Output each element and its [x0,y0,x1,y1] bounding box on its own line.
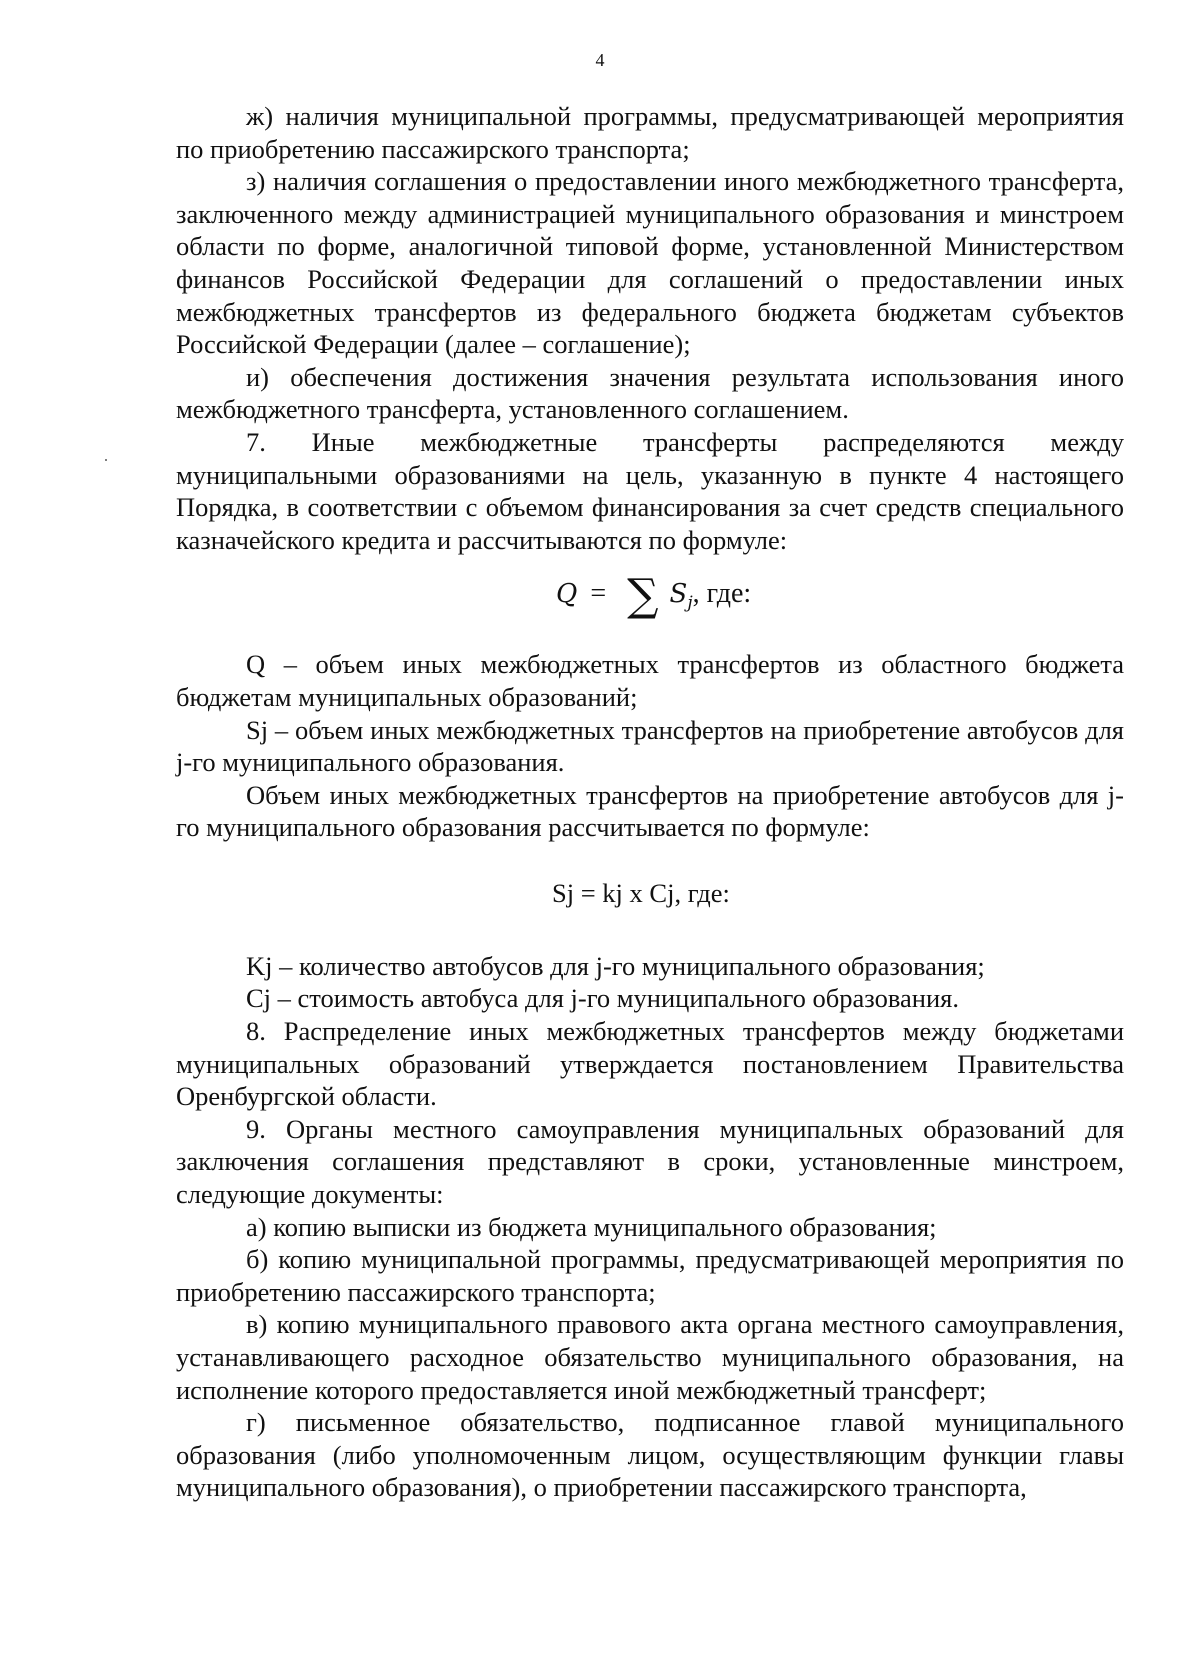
formula-sj-text: Sj = kj x Cj, где: [552,877,730,908]
paragraph-zh: ж) наличия муниципальной программы, предусматривающей мероприятия по приобретению пассажирского транспорта; [176,101,1124,164]
paragraph-8: 8. Распределение иных межбюджетных трансфертов между бюджетами муниципальных образований утверждается постановлением Правительства Оренбургской области. [176,1016,1124,1112]
document-body [176,100,1124,1504]
formula-lhs: Q [556,579,578,610]
paragraph-9v: в) копию муниципального правового акта органа местного самоуправления, устанавливающего расходное обязательство муниципального образования, на исполнение которого предоставляется иной межбюджетный трансферт; [176,1309,1124,1405]
paragraph-9b: б) копию муниципальной программы, предусматривающей мероприятия по приобретению пассажирского транспорта; [176,1244,1124,1307]
paragraph-kj-definition: Kj – количество автобусов для j-го муниципального образования; [246,950,985,981]
paragraph-sj-calculation: Объем иных межбюджетных трансфертов на приобретение автобусов для j-го муниципального образования рассчитывается по формуле: [176,779,1124,843]
formula-subscript: j [687,593,693,614]
formula-term: S [669,579,688,610]
paragraph-9g: г) письменное обязательство, подписанное главой муниципального образования (либо уполномоченным лицом, осуществляющим функции главы муниципального образования), о приобретении пассажирского транспорта, [176,1407,1124,1503]
sum-symbol: ∑ [627,570,659,622]
paragraph-cj-definition: Cj – стоимость автобуса для j-го муниципального образования. [246,983,959,1014]
paragraph-sj-definition: Sj – объем иных межбюджетных трансфертов на приобретение автобусов для j-го муниципального образования. [176,714,1124,778]
paragraph-z: з) наличия соглашения о предоставлении иного межбюджетного трансферта, заключенного между администрацией муниципального образования и минстроем области по форме, аналогичной типовой форме, установленной Министерством финансов Российской Федерации для соглашений о предоставлении иных межбюджетных трансфертов из федерального бюджета бюджетам субъектов Российской Федерации (далее – соглашение); [176,166,1124,360]
formula-equals: = [590,578,607,610]
paragraph-i: и) обеспечения достижения значения результата использования иного межбюджетного трансферта, установленного соглашением. [176,361,1124,425]
paragraph-9a: а) копию выписки из бюджета муниципального образования; [246,1211,937,1242]
paragraph-q-definition: Q – объем иных межбюджетных трансфертов из областного бюджета бюджетам муниципальных образований; [176,649,1124,712]
page-number: 4 [595,50,605,70]
formula-suffix: , где: [692,578,752,610]
formula-total [176,556,1124,648]
paragraph-7: 7. Иные межбюджетные трансферты распределяются между муниципальными образованиями на цель, указанную в пункте 4 настоящего Порядка, в соответствии с объемом финансирования за счет средств специального казначейского кредита и рассчитываются по формуле: [176,426,1124,555]
paragraph-9: 9. Органы местного самоуправления муниципальных образований для заключения соглашения представляют в сроки, установленные минстроем, следующие документы: [176,1113,1124,1210]
formula-sj [176,844,1124,950]
scan-speck [105,459,107,461]
